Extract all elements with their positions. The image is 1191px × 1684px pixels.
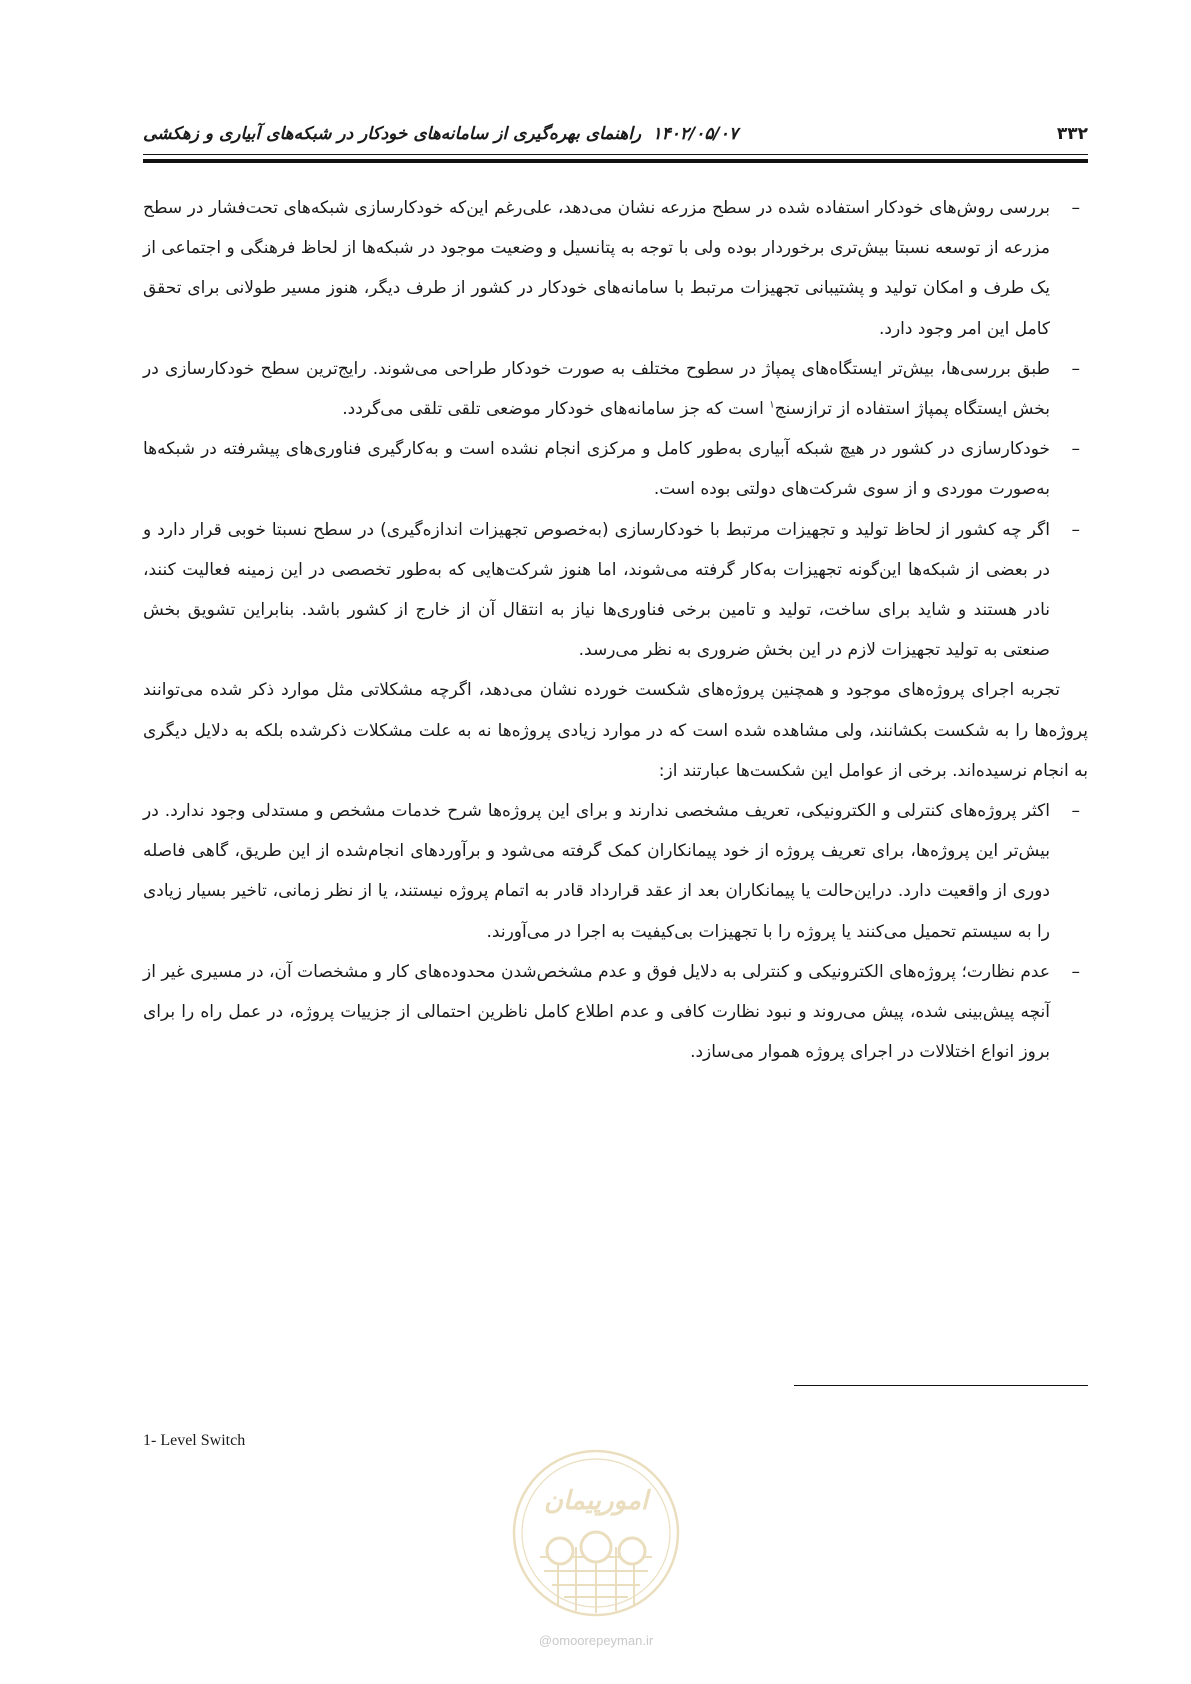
list-item-text: طبق بررسی‌ها، بیش‌تر ایستگاه‌های پمپاژ در سطوح مختلف به صورت خودکار طراحی می‌شوند. رایج‌ترین سطح خودکارسازی در بخش ایستگاه پمپاژ استفاده از ترازسنج bbox=[143, 358, 1050, 420]
page-number: ۳۳۲ bbox=[1056, 124, 1088, 144]
list-item bbox=[143, 188, 1088, 349]
body-paragraph: تجربه اجرای پروژه‌های موجود و همچنین پروژه‌های شکست خورده نشان می‌دهد، اگرچه مشکلاتی مثل موارد ذکر شده می‌توانند پروژه‌ها را به شکست بکشانند، ولی مشاهده شده است که در موارد زیادی پروژه‌ها نه به علت مشکلات ذکرشده بلکه به دلایل دیگری به انجام نرسیده‌اند. برخی از عوامل این شکست‌ها عبارتند از: bbox=[143, 680, 1088, 781]
bullet-dash: – bbox=[1071, 358, 1080, 379]
list-item bbox=[143, 429, 1088, 509]
bullet-dash: – bbox=[1071, 519, 1080, 540]
watermark-logo-text: امورپیمان bbox=[543, 1486, 649, 1516]
body-text bbox=[143, 188, 1088, 1072]
bullet-dash: – bbox=[1071, 439, 1080, 460]
footnote-mark: ۱ bbox=[769, 399, 775, 411]
list-item bbox=[143, 349, 1088, 429]
bullet-list-1 bbox=[143, 188, 1088, 670]
footnote-rule bbox=[794, 1385, 1088, 1386]
footnote: 1- Level Switch bbox=[143, 1432, 246, 1449]
list-item bbox=[143, 952, 1088, 1073]
list-item bbox=[143, 791, 1088, 952]
bullet-dash: – bbox=[1071, 801, 1080, 822]
watermark-logo bbox=[510, 1447, 682, 1619]
list-item-text: است که جز سامانه‌های خودکار موضعی تلقی تلقی می‌گردد. bbox=[342, 399, 770, 420]
list-item-text: اگر چه کشور از لحاظ تولید و تجهیزات مرتبط با خودکارسازی (به‌خصوص تجهیزات اندازه‌گیری) در سطح نسبتا خوبی قرار دارد و در بعضی از شبکه‌ها این‌گونه تجهیزات به‌کار گرفته می‌شوند، اما هنوز شرکت‌هایی که به‌طور تخصصی در این زمینه فعالیت کنند، نادر هستند و شاید برای ساخت، تولید و تامین برخی فناوری‌ها نیاز به انتقال آن از خارج از کشور باشد. بنابراین تشویق بخش صنعتی به تولید تجهیزات لازم در این بخش ضروری به نظر می‌رسد. bbox=[143, 519, 1050, 661]
list-item-text: عدم نظارت؛ پروژه‌های الکترونیکی و کنترلی به دلایل فوق و عدم مشخص‌شدن محدوده‌های کار و مشخصات آن، در مسیری غیر از آنچه پیش‌بینی شده، پیش می‌روند و نبود نظارت کافی و عدم اطلاع کامل ناظرین احتمالی از جزییات پروژه، در عمل راه را برای بروز انواع اختلالات در اجرای پروژه هموار می‌سازد. bbox=[143, 961, 1050, 1063]
list-item bbox=[143, 510, 1088, 671]
list-item-text: خودکارسازی در کشور در هیچ شبکه آبیاری به‌طور کامل و مرکزی انجام نشده است و به‌کارگیری فناوری‌های پیشرفته در شبکه‌ها به‌صورت موردی و از سوی شرکت‌های دولتی بوده است. bbox=[143, 439, 1050, 500]
header-rule-thin bbox=[143, 154, 1088, 155]
bullet-dash: – bbox=[1071, 198, 1080, 218]
list-item-text: بررسی روش‌های خودکار استفاده شده در سطح مزرعه نشان می‌دهد، علی‌رغم این‌که خودکارسازی شبکه‌های تحت‌فشار در سطح مزرعه از توسعه نسبتا بیش‌تری برخوردار بوده ولی با توجه به پتانسیل و وضعیت موجود در شبکه‌ها از لحاظ فرهنگی و اجتماعی از یک طرف و امکان تولید و پشتیبانی تجهیزات مرتبط با سامانه‌های خودکار در کشور از طرف دیگر، هنوز مسیر طولانی برای تحقق کامل این امر وجود دارد. bbox=[143, 198, 1050, 339]
bullet-dash: – bbox=[1071, 961, 1080, 982]
header-title: راهنمای بهره‌گیری از سامانه‌های خودکار در شبکه‌های آبیاری و زهکشی bbox=[143, 124, 642, 144]
header-rule-thick bbox=[143, 159, 1088, 163]
list-item-text: اکثر پروژه‌های کنترلی و الکترونیکی، تعریف مشخصی ندارند و برای این پروژه‌ها شرح خدمات مشخص و مستدلی وجود ندارد. در بیش‌تر این پروژه‌ها، برای تعریف پروژه از خود پیمانکاران کمک گرفته می‌شود و برآوردهای انجام‌شده از این طریق، گاهی فاصله دوری از واقعیت دارد. دراین‌حالت یا پیمانکاران بعد از عقد قرارداد قادر به اتمام پروژه نیستند، یا از نظر زمانی، تاخیر بسیار زیادی را به سیستم تحمیل می‌کنند یا پروژه را با تجهیزات بی‌کیفیت به اجرا در می‌آورند. bbox=[143, 801, 1050, 942]
watermark-url: @omoorepeyman.ir bbox=[538, 1633, 654, 1648]
bullet-list-2 bbox=[143, 791, 1088, 1072]
header-date: ۱۴۰۲/۰۵/۰۷ bbox=[652, 124, 738, 144]
